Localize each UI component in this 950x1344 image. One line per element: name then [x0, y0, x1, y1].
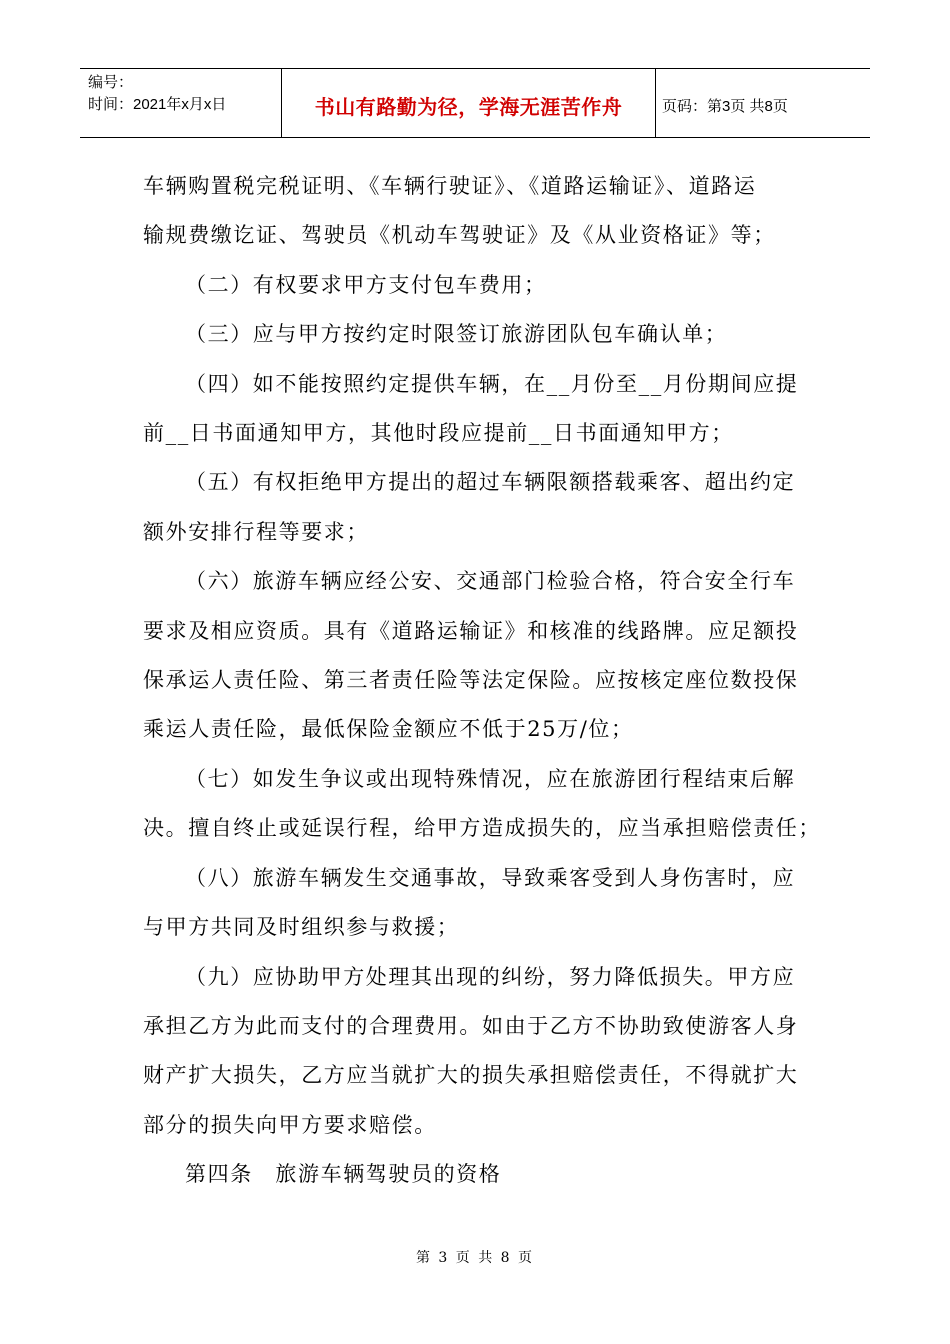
text-line: 额外安排行程等要求；: [143, 519, 369, 544]
text-line: （三）应与甲方按约定时限签订旅游团队包车确认单；: [185, 322, 728, 347]
text-line: 前__日书面通知甲方，其他时段应提前__日书面通知甲方；: [143, 421, 734, 446]
text-line: 输规费缴讫证、驾驶员《机动车驾驶证》及《从业资格证》等；: [143, 223, 776, 248]
text-line: 财产扩大损失，乙方应当就扩大的损失承担赔偿责任，不得就扩大: [143, 1063, 799, 1088]
text-line: 部分的损失向甲方要求赔偿。: [143, 1112, 437, 1137]
text-line: 保承运人责任险、第三者责任险等法定保险。应按核定座位数投保: [143, 668, 799, 693]
document-date-label: 时间：2021年x月x日: [88, 96, 227, 113]
text-line: 决。擅自终止或延误行程，给甲方造成损失的，应当承担赔偿责任；: [143, 816, 821, 841]
section-heading: 第四条 旅游车辆驾驶员的资格: [185, 1162, 502, 1187]
text-line: 要求及相应资质。具有《道路运输证》和核准的线路牌。应足额投: [143, 618, 799, 643]
text-line: 承担乙方为此而支付的合理费用。如由于乙方不协助致使游客人身: [143, 1013, 799, 1038]
text-line: （八）旅游车辆发生交通事故，导致乘客受到人身伤害时，应: [185, 865, 796, 890]
text-line: （二）有权要求甲方支付包车费用；: [185, 272, 547, 297]
page-header: [80, 68, 870, 138]
header-info-cell: [80, 69, 282, 137]
text-line: （四）如不能按照约定提供车辆，在__月份至__月份期间应提: [185, 371, 799, 396]
document-body: [143, 162, 821, 1200]
text-line: （五）有权拒绝甲方提出的超过车辆限额搭载乘客、超出约定: [185, 470, 796, 495]
page-footer: 第 3 页 共 8 页: [415, 1250, 535, 1266]
header-page-number: 页码：第3页 共8页: [662, 97, 788, 115]
text-line: 车辆购置税完税证明、《车辆行驶证》、《道路运输证》、道路运: [143, 174, 757, 198]
text-line: （六）旅游车辆应经公安、交通部门检验合格，符合安全行车: [185, 569, 796, 594]
text-line: 乘运人责任险，最低保险金额应不低于25万/位；: [143, 717, 634, 742]
text-line: （七）如发生争议或出现特殊情况，应在旅游团行程结束后解: [185, 766, 796, 791]
text-line: （九）应协助甲方处理其出现的纠纷，努力降低损失。甲方应: [185, 964, 796, 989]
header-motto: 书山有路勤为径，学海无涯苦作舟: [282, 69, 656, 137]
text-line: 与甲方共同及时组织参与救援；: [143, 915, 460, 940]
document-number-label: 编号：: [88, 74, 134, 91]
